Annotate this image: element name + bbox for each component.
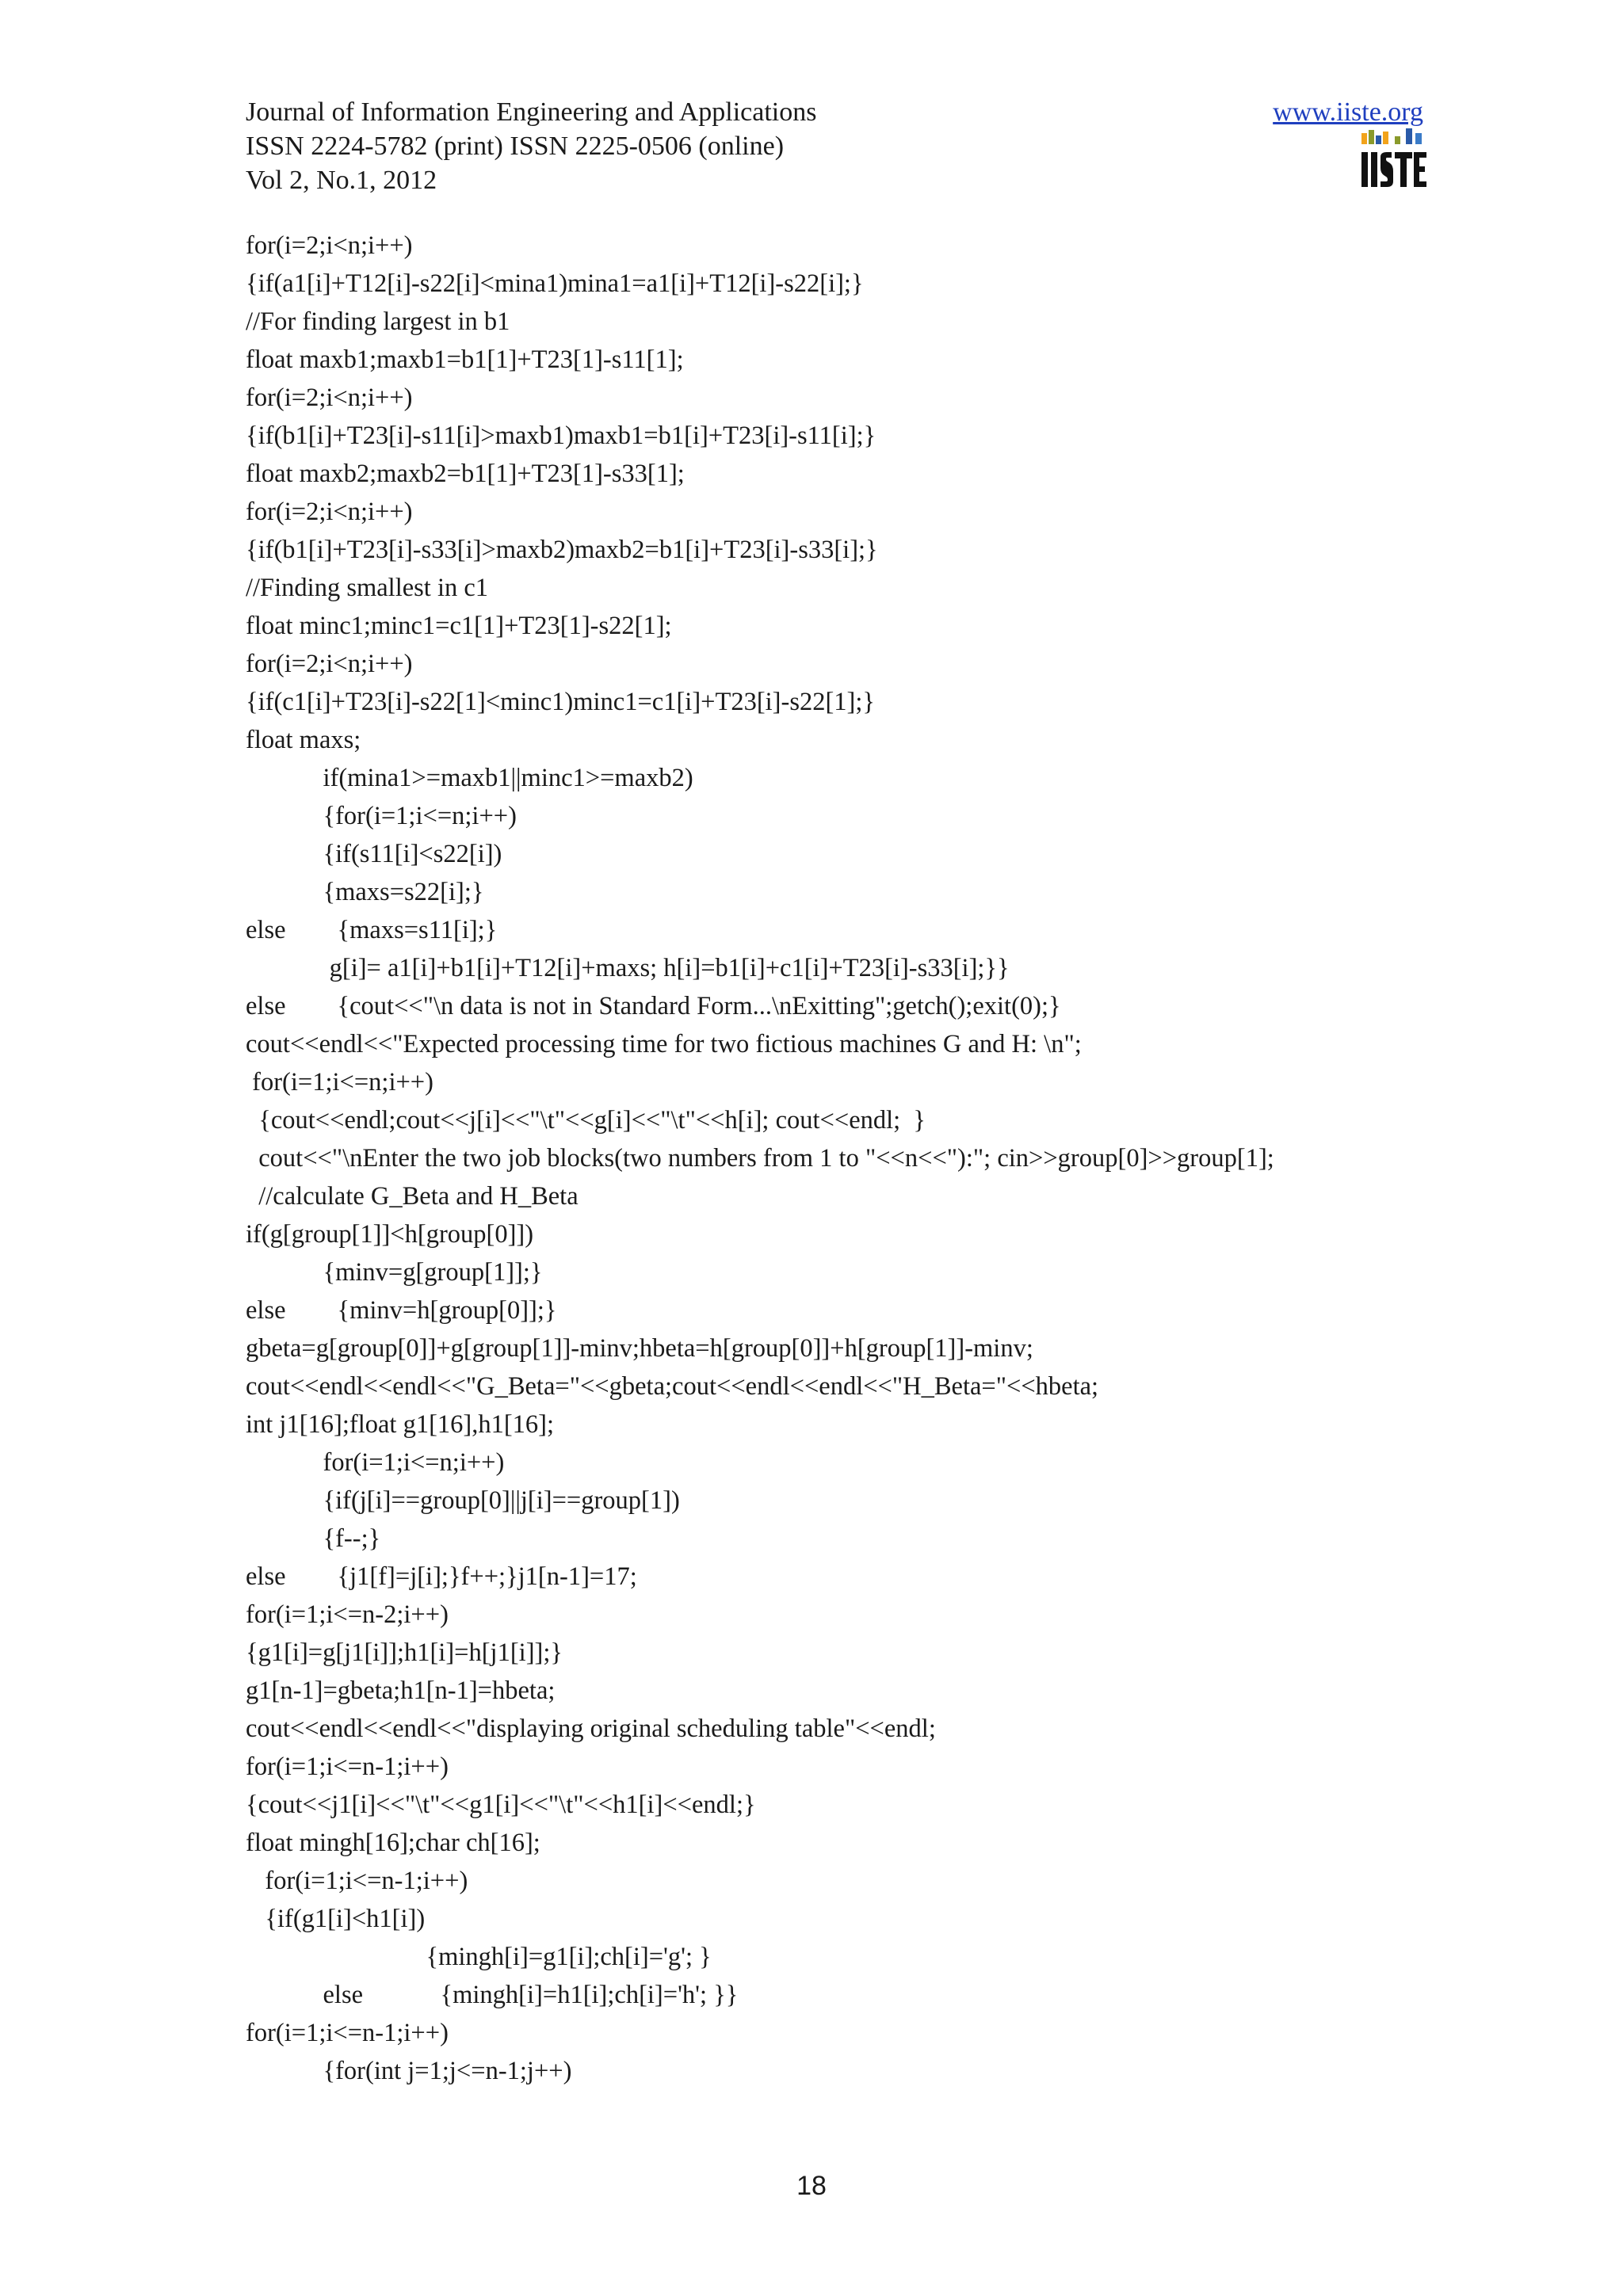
volume-line: Vol 2, No.1, 2012 [246,166,437,195]
code-line: for(i=1;i<=n;i++) [246,1448,505,1477]
code-line: cout<<endl<<"Expected processing time for two fictious machines G and H: \n"; [246,1030,1082,1058]
journal-header [246,95,816,197]
code-line: else {mingh[i]=h1[i];ch[i]='h'; }} [246,1981,739,2009]
code-line: {cout<<endl;cout<<j[i]<<"\t"<<g[i]<<"\t"<<h[i]; cout<<endl; } [246,1106,926,1135]
code-line: if(mina1>=maxb1||minc1>=maxb2) [246,764,693,792]
code-line: {if(s11[i]<s22[i]) [246,840,502,868]
code-line: for(i=1;i<=n;i++) [246,1068,433,1097]
code-line: else {minv=h[group[0]];} [246,1296,557,1325]
code-line: {maxs=s22[i];} [246,878,484,906]
issn-line: ISSN 2224-5782 (print) ISSN 2225-0506 (online) [246,132,785,161]
code-line: //calculate G_Beta and H_Beta [246,1182,579,1211]
code-line: for(i=1;i<=n-1;i++) [246,2019,449,2047]
code-line: {if(b1[i]+T23[i]-s33[i]>maxb2)maxb2=b1[i]+T23[i]-s33[i];} [246,536,878,564]
code-line: for(i=1;i<=n-2;i++) [246,1600,449,1629]
code-line: {minv=g[group[1]];} [246,1258,543,1287]
code-line: else {cout<<"\n data is not in Standard Form...\nExitting";getch();exit(0);} [246,992,1061,1020]
code-line: {if(a1[i]+T12[i]-s22[i]<mina1)mina1=a1[i]+T12[i]-s22[i];} [246,269,864,298]
source-code-listing [246,227,1450,2090]
code-line: g1[n-1]=gbeta;h1[n-1]=hbeta; [246,1676,556,1705]
code-line: {if(g1[i]<h1[i]) [246,1905,426,1933]
code-line: int j1[16];float g1[16],h1[16]; [246,1410,555,1439]
code-line: cout<<endl<<endl<<"displaying original scheduling table"<<endl; [246,1714,936,1743]
code-line: float minc1;minc1=c1[1]+T23[1]-s22[1]; [246,612,672,640]
code-line: for(i=2;i<n;i++) [246,498,413,526]
code-line: float maxb2;maxb2=b1[1]+T23[1]-s33[1]; [246,460,685,488]
code-line: if(g[group[1]]<h[group[0]]) [246,1220,534,1249]
code-line: {mingh[i]=g1[i];ch[i]='g'; } [246,1943,712,1971]
code-line: for(i=2;i<n;i++) [246,650,413,678]
code-line: gbeta=g[group[0]]+g[group[1]]-minv;hbeta=h[group[0]]+h[group[1]]-minv; [246,1334,1033,1363]
code-line: {if(c1[i]+T23[i]-s22[1]<minc1)minc1=c1[i]+T23[i]-s22[1];} [246,688,875,716]
code-line: {if(b1[i]+T23[i]-s11[i]>maxb1)maxb1=b1[i]+T23[i]-s11[i];} [246,421,876,450]
journal-title: Journal of Information Engineering and Applications [246,97,817,127]
code-line: float mingh[16];char ch[16]; [246,1829,540,1857]
code-line: {g1[i]=g[j1[i]];h1[i]=h[j1[i]];} [246,1638,563,1667]
code-line: //For finding largest in b1 [246,307,510,336]
code-line: for(i=2;i<n;i++) [246,231,413,260]
iiste-logo [1360,128,1428,196]
code-line: //Finding smallest in c1 [246,574,489,602]
code-line: cout<<"\nEnter the two job blocks(two numbers from 1 to "<<n<<"):"; cin>>group[0]>>group[1]; [246,1144,1274,1173]
website-link[interactable]: www.iiste.org [1273,97,1423,127]
code-line: float maxb1;maxb1=b1[1]+T23[1]-s11[1]; [246,345,684,374]
code-line: {if(j[i]==group[0]||j[i]==group[1]) [246,1486,680,1515]
code-line: else {j1[f]=j[i];}f++;}j1[n-1]=17; [246,1562,637,1591]
code-line: g[i]= a1[i]+b1[i]+T12[i]+maxs; h[i]=b1[i]+c1[i]+T23[i]-s33[i];}} [246,954,1010,982]
code-line: cout<<endl<<endl<<"G_Beta="<<gbeta;cout<<endl<<endl<<"H_Beta="<<hbeta; [246,1372,1099,1401]
code-line: {for(i=1;i<=n;i++) [246,802,517,830]
code-line: {f--;} [246,1524,381,1553]
code-line: for(i=1;i<=n-1;i++) [246,1867,468,1895]
code-line: else {maxs=s11[i];} [246,916,498,944]
code-line: for(i=2;i<n;i++) [246,383,413,412]
code-line: for(i=1;i<=n-1;i++) [246,1753,449,1781]
page-number: 18 [796,2171,827,2201]
code-line: float maxs; [246,726,361,754]
code-line: {for(int j=1;j<=n-1;j++) [246,2057,572,2085]
code-line: {cout<<j1[i]<<"\t"<<g1[i]<<"\t"<<h1[i]<<endl;} [246,1791,756,1819]
